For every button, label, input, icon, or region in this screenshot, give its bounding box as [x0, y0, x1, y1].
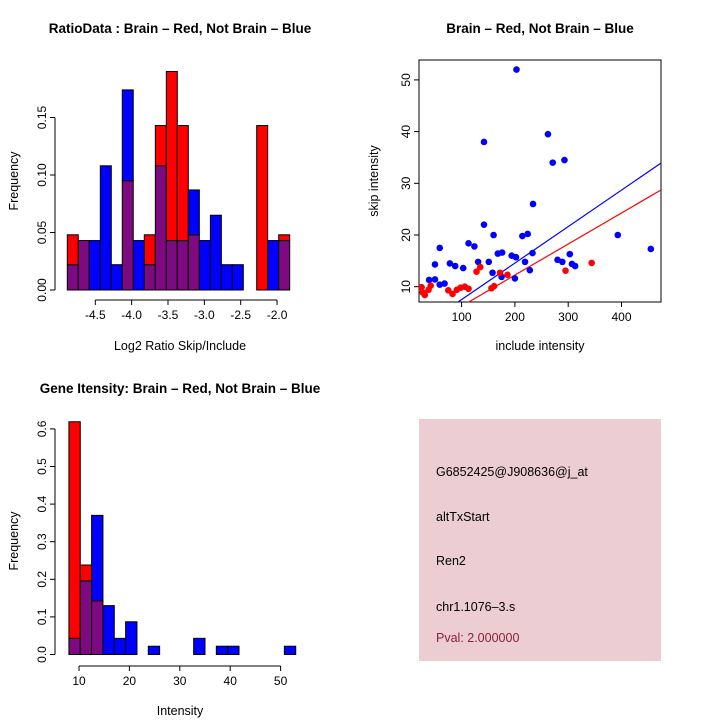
- scatter-point-blue: [441, 280, 448, 287]
- histogram-bar-blue: [188, 190, 199, 235]
- histogram-bar-blue: [92, 515, 103, 600]
- histogram-bar-red: [155, 126, 166, 166]
- ratio-histogram-xlabel: Log2 Ratio Skip/Include: [113, 339, 247, 353]
- scatter-point-red: [504, 272, 511, 279]
- ratio-histogram-plot: [0, 0, 360, 360]
- histogram-bar-blue: [228, 646, 239, 654]
- y-tick-label: 30: [399, 176, 413, 190]
- gene-info-box: [419, 419, 661, 661]
- y-tick-label: 0.1: [35, 608, 49, 626]
- histogram-bar-red: [257, 126, 268, 290]
- x-tick-label: 20: [122, 674, 137, 688]
- histogram-bar-blue: [199, 241, 210, 290]
- scatter-point-blue: [530, 201, 537, 208]
- histogram-bar-overlap: [67, 265, 78, 290]
- chromosome-location-text: chr1.1076–3.s: [436, 600, 516, 614]
- histogram-bar-red: [166, 72, 177, 241]
- histogram-bar-blue: [284, 646, 295, 654]
- x-tick-label: 40: [223, 674, 237, 688]
- y-tick-label: 0.2: [35, 570, 49, 588]
- ratio-histogram-ylabel: Frequency: [7, 151, 21, 211]
- x-tick-label: 400: [611, 310, 632, 324]
- scatter-point-blue: [426, 277, 433, 284]
- histogram-bar-red: [80, 565, 91, 581]
- histogram-bar-blue: [126, 622, 137, 655]
- x-tick-label: 200: [504, 310, 525, 324]
- scatter-point-blue: [566, 251, 573, 258]
- y-tick-label: 0.6: [35, 420, 49, 438]
- scatter-point-blue: [452, 263, 459, 270]
- scatter-point-blue: [572, 263, 579, 270]
- y-tick-label: 0.0: [35, 646, 49, 663]
- gene-histogram-xlabel: Intensity: [156, 704, 204, 718]
- scatter-point-blue: [524, 231, 531, 238]
- gene-name-text: Ren2: [436, 554, 466, 568]
- ratio-histogram-title: RatioData : Brain – Red, Not Brain – Blue: [48, 21, 312, 36]
- scatter-point-blue: [432, 261, 439, 268]
- scatter-point-blue: [513, 254, 520, 261]
- x-tick-label: -3.0: [194, 308, 215, 322]
- y-tick-label: 0.3: [35, 533, 49, 551]
- histogram-bar-overlap: [69, 638, 80, 654]
- y-tick-label: 0.5: [35, 458, 49, 475]
- y-tick-label: 40: [399, 124, 413, 139]
- pval-text: Pval: 2.000000: [436, 631, 520, 645]
- x-tick-label: 10: [72, 674, 86, 688]
- y-tick-label: 0.00: [35, 278, 49, 302]
- scatter-point-red: [491, 283, 498, 290]
- x-tick-label: -4.5: [84, 308, 106, 322]
- gene-histogram-ylabel: Frequency: [7, 511, 21, 571]
- histogram-bar-overlap: [166, 241, 177, 290]
- scatter-xlabel: include intensity: [495, 339, 585, 353]
- scatter-point-red: [477, 264, 484, 271]
- x-tick-label: 50: [273, 674, 288, 688]
- scatter-point-red: [465, 285, 472, 292]
- histogram-bar-overlap: [80, 581, 91, 655]
- panel-gene-intensity-histogram: [0, 360, 360, 720]
- scatter-point-red: [427, 282, 434, 289]
- x-tick-label: -2.5: [230, 308, 252, 322]
- x-tick-label: 30: [173, 674, 187, 688]
- panel-gene-info: [360, 360, 720, 720]
- scatter-point-blue: [465, 240, 472, 247]
- histogram-bar-blue: [122, 90, 133, 181]
- y-tick-label: 20: [399, 228, 413, 242]
- histogram-bar-blue: [114, 638, 125, 654]
- ratio-histogram: [35, 72, 290, 323]
- scatter-title: Brain – Red, Not Brain – Blue: [446, 21, 634, 36]
- scatter-point-red: [588, 260, 595, 267]
- y-tick-label: 0.4: [35, 495, 49, 513]
- scatter-point-blue: [432, 276, 439, 283]
- histogram-bar-overlap: [279, 241, 290, 290]
- histogram-bar-blue: [268, 241, 279, 290]
- scatter-point-red: [497, 269, 504, 276]
- x-tick-label: 300: [558, 310, 579, 324]
- histogram-bar-overlap: [122, 181, 133, 290]
- histogram-bar-blue: [103, 606, 114, 655]
- scatter-point-blue: [614, 232, 621, 239]
- scatter-point-blue: [481, 221, 488, 228]
- panel-ratio-histogram: [0, 0, 360, 360]
- histogram-bar-blue: [89, 241, 100, 290]
- scatter-ylabel: skip intensity: [367, 145, 381, 217]
- gene-histogram-title: Gene Itensity: Brain – Red, Not Brain – Blue: [39, 381, 321, 396]
- gene-intensity-histogram-plot: [0, 360, 360, 720]
- scatter-point-blue: [490, 232, 497, 239]
- y-tick-label: 0.15: [35, 105, 49, 130]
- scatter-point-blue: [549, 159, 556, 166]
- scatter-point-blue: [436, 245, 443, 252]
- histogram-bar-red: [279, 235, 290, 241]
- scatter-point-blue: [489, 269, 496, 276]
- scatter-point-blue: [512, 275, 519, 282]
- histogram-bar-red: [69, 422, 80, 639]
- scatter-point-blue: [545, 131, 552, 138]
- y-tick-label: 50: [399, 73, 413, 87]
- histogram-bar-blue: [111, 265, 122, 290]
- blue-fit-line: [458, 163, 661, 302]
- x-tick-label: -3.5: [157, 308, 179, 322]
- histogram-bar-blue: [232, 265, 243, 290]
- panel-intensity-scatter: [360, 0, 720, 360]
- y-tick-label: 10: [399, 280, 413, 294]
- probe-id-text: G6852425@J908636@j_at: [436, 465, 588, 479]
- scatter-point-blue: [529, 250, 536, 257]
- scatter-point-blue: [559, 259, 566, 266]
- histogram-bar-red: [67, 235, 78, 265]
- histogram-bar-blue: [210, 215, 221, 290]
- histogram-bar-overlap: [177, 241, 188, 290]
- histogram-bar-blue: [133, 241, 144, 290]
- splice-event-text: altTxStart: [436, 510, 490, 524]
- x-tick-label: 100: [451, 310, 472, 324]
- x-tick-label: -4.0: [121, 308, 142, 322]
- scatter-point-blue: [527, 267, 534, 274]
- scatter-point-blue: [561, 157, 568, 164]
- intensity-scatter-plot: [360, 0, 720, 360]
- histogram-bar-red: [144, 235, 155, 265]
- scatter-point-blue: [481, 139, 488, 146]
- intensity-scatter: [399, 60, 661, 324]
- histogram-bar-overlap: [92, 601, 103, 655]
- histogram-bar-overlap: [155, 166, 166, 290]
- histogram-bar-blue: [221, 265, 232, 290]
- histogram-bar-overlap: [188, 235, 199, 290]
- gene-intensity-histogram: [35, 420, 296, 688]
- y-tick-label: 0.05: [35, 220, 49, 245]
- scatter-point-blue: [485, 259, 492, 266]
- scatter-point-blue: [499, 249, 506, 256]
- x-tick-label: -2.0: [266, 308, 288, 322]
- histogram-bar-blue: [100, 166, 111, 290]
- histogram-bar-overlap: [78, 241, 89, 290]
- histogram-bar-overlap: [144, 265, 155, 290]
- scatter-point-blue: [522, 259, 529, 266]
- histogram-bar-red: [177, 126, 188, 241]
- scatter-point-blue: [513, 66, 520, 73]
- scatter-point-blue: [460, 265, 467, 272]
- histogram-bar-blue: [216, 646, 227, 654]
- histogram-bar-blue: [194, 638, 205, 654]
- scatter-point-red: [562, 267, 569, 274]
- scatter-point-blue: [648, 246, 655, 253]
- y-tick-label: 0.10: [35, 163, 49, 187]
- scatter-point-blue: [471, 243, 478, 250]
- histogram-bar-blue: [148, 646, 159, 654]
